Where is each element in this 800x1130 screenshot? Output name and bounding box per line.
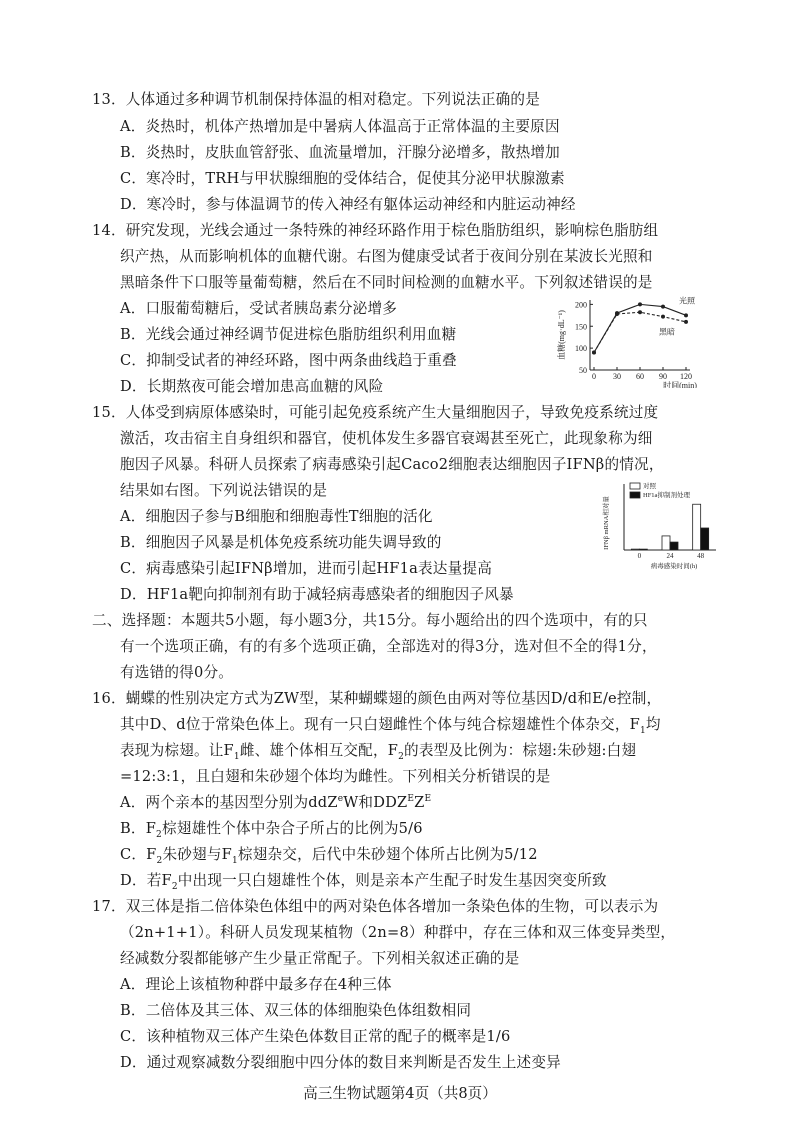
- q16-stem-line2: [120, 715, 661, 735]
- q13-option-b: B．炎热时，皮肤血管舒张、血流量增加，汗腺分泌增多，散热增加: [120, 144, 560, 161]
- x-axis-label: 时间(min): [663, 381, 697, 388]
- q15-stem-line3: 胞因子风暴。科研人员探索了病毒感染引起Caco2细胞表达细胞因子IFNβ的情况，: [120, 456, 664, 473]
- q16-l2-text-a: 其中D、d位于常染色体上。现有一只白翅雌性个体与纯合棕翅雄性个体杂交，F: [120, 716, 640, 733]
- q16-d-text-a: D．若F: [120, 872, 172, 889]
- q16-l3-text-b: 雌、雄个体相互交配，F: [239, 742, 399, 759]
- q16-option-d: [120, 871, 607, 891]
- q15-option-b: B．细胞因子风暴是机体免疫系统功能失调导致的: [120, 534, 442, 551]
- q17-stem-line2: （2n+1+1）。科研人员发现某植物（2n=8）种群中，存在三体和双三体变异类型，: [120, 924, 676, 941]
- q16-option-b: [120, 819, 423, 839]
- x-axis-label: 病毒感染时间(h): [650, 563, 698, 570]
- q17-stem-line3: 经减数分裂都能够产生少量正常配子。下列相关叙述正确的是: [120, 950, 520, 967]
- legend-label-dark: 黑暗: [659, 327, 675, 337]
- data-point: [661, 315, 665, 319]
- q16-c-text-a: C．F: [120, 846, 157, 863]
- q16-l3-sub2: 2: [398, 751, 405, 762]
- q14-stem-line3: 黑暗条件下口服等量葡萄糖，然后在不同时间检测的血糖水平。下列叙述错误的是: [120, 274, 653, 291]
- q16-a-text-a: A．两个亲本的基因型分别为ddZ: [120, 794, 338, 811]
- q17-option-d: D．通过观察减数分裂细胞中四分体的数目来判断是否发生上述变异: [120, 1054, 561, 1071]
- q15-stem-line2: 激活，攻击宿主自身组织和器官，使机体发生多器官衰竭甚至死亡，此现象称为细: [120, 430, 653, 447]
- q16-d-text-b: 中出现一只白翅雄性个体，则是亲本产生配子时发生基因突变所致: [177, 872, 607, 889]
- blood-glucose-chart-svg: [552, 292, 702, 388]
- q16-a-text-c: Z: [414, 794, 425, 811]
- x-tick-label: 90: [659, 372, 667, 381]
- q16-l2-sub: 1: [639, 725, 646, 736]
- data-point: [661, 305, 665, 309]
- q16-a-text-b: W和DDZ: [343, 794, 408, 811]
- q17-stem-line1: 17．双三体是指二倍体染色体组中的两对染色体各增加一条染色体的生物，可以表示为: [92, 898, 659, 915]
- q16-option-a: [120, 793, 431, 813]
- data-point: [638, 302, 642, 306]
- q17-option-a: A．理论上该植物种群中最多存在4种三体: [120, 976, 392, 993]
- y-tick-label: 50: [579, 366, 587, 375]
- legend-swatch: [630, 483, 640, 489]
- page-footer: 高三生物试题第4页（共8页）: [303, 1085, 497, 1102]
- q16-c-text-b: 朱砂翅与F: [162, 846, 232, 863]
- y-axis-label: IFNβ mRNA相对量: [603, 496, 610, 550]
- x-tick-label: 120: [680, 372, 692, 381]
- q16-l2-text-b: 均: [645, 716, 661, 733]
- legend-label-light: 光照: [679, 296, 695, 306]
- q13-option-d: D．寒冷时，参与体温调节的传入神经有躯体运动神经和内脏运动神经: [120, 196, 576, 213]
- y-tick-label: 200: [575, 300, 587, 310]
- data-point: [684, 313, 688, 317]
- q15-option-c: C．病毒感染引起IFNβ增加，进而引起HF1a表达量提高: [120, 560, 492, 577]
- q16-l3-text-a: 表现为棕翅。让F: [120, 742, 234, 759]
- q16-d-sub: 2: [171, 881, 178, 892]
- x-tick-label: 30: [613, 372, 621, 381]
- q14-option-a: A．口服葡萄糖后，受试者胰岛素分泌增多: [120, 300, 398, 317]
- x-tick-label: 0: [637, 552, 642, 560]
- q15-stem-line1: 15．人体受到病原体感染时，可能引起免疫系统产生大量细胞因子，导致免疫系统过度: [92, 404, 659, 421]
- data-point: [615, 312, 619, 316]
- q16-a-sup3: E: [424, 794, 432, 805]
- section2-heading-line1: 二、选择题：本题共5小题，每小题3分，共15分。每小题给出的四个选项中，有的只: [92, 612, 648, 629]
- x-tick-label: 60: [636, 372, 644, 381]
- q14-option-d: D．长期熬夜可能会增加患高血糖的风险: [120, 378, 384, 395]
- q17-option-b: B．二倍体及其三体、双三体的体细胞染色体组数相同: [120, 1002, 472, 1019]
- q15-option-d: D．HF1a靶向抑制剂有助于减轻病毒感染者的细胞因子风暴: [120, 586, 514, 603]
- bar-control: [662, 536, 670, 550]
- y-axis-label: 血糖(mg·dL⁻¹): [557, 310, 566, 360]
- x-tick-label: 24: [666, 552, 674, 560]
- q14-option-b: B．光线会通过神经调节促进棕色脂肪组织利用血糖: [120, 326, 457, 343]
- q16-l3-text-c: 的表型及比例为：棕翅:朱砂翅:白翅: [404, 742, 637, 759]
- q16-b-sub: 2: [156, 829, 162, 840]
- y-tick-label: 100: [575, 344, 587, 354]
- q13-option-c: C．寒冷时，TRH与甲状腺细胞的受体结合，促使其分泌甲状腺激素: [120, 170, 565, 187]
- x-tick-label: 0: [592, 372, 596, 381]
- bar-inhibitor: [639, 549, 647, 550]
- q16-a-sup1: e: [337, 794, 344, 805]
- q15-option-a: A．细胞因子参与B细胞和细胞毒性T细胞的活化: [120, 508, 433, 525]
- q14-stem-line2: 织产热，从而影响机体的血糖代谢。右图为健康受试者于夜间分别在某波长光照和: [120, 248, 653, 265]
- data-point: [638, 310, 642, 314]
- q16-c-sub2: 1: [231, 855, 238, 866]
- data-point: [592, 351, 596, 355]
- q14-option-c: C．抑制受试者的神经环路，图中两条曲线趋于重叠: [120, 352, 457, 369]
- bar-inhibitor: [701, 528, 709, 550]
- q16-stem-line4: =12:3:1，且白翅和朱砂翅个体均为雌性。下列相关分析错误的是: [120, 768, 551, 785]
- q16-a-sup2: E: [407, 794, 415, 805]
- legend-swatch: [630, 492, 640, 498]
- q16-c-text-c: 棕翅杂交，后代中朱砂翅个体所占比例为5/12: [237, 846, 538, 863]
- legend-label: HF1a抑制剂处理: [643, 492, 690, 499]
- q15-stem-line4: 结果如右图。下列说法错误的是: [120, 482, 328, 499]
- q14-stem-line1: 14．研究发现，光线会通过一条特殊的神经环路作用于棕色脂肪组织，影响棕色脂肪组: [92, 222, 659, 239]
- q16-option-c: [120, 845, 538, 865]
- section2-heading-line3: 有选错的得0分。: [120, 664, 234, 681]
- y-tick-label: 150: [575, 322, 587, 332]
- q16-b-text-a: B．F: [120, 820, 157, 837]
- q16-l3-sub1: 1: [233, 751, 240, 762]
- q17-option-c: C．该种植物双三体产生染色体数目正常的配子的概率是1/6: [120, 1028, 511, 1045]
- legend-label: 对照: [643, 483, 656, 490]
- q13-option-a: A．炎热时，机体产热增加是中暑病人体温高于正常体温的主要原因: [120, 118, 560, 135]
- q16-stem-line1: 16．蝴蝶的性别决定方式为ZW型，某种蝴蝶翅的颜色由两对等位基因D/d和E/e控制，: [92, 690, 662, 707]
- q13-stem: 13．人体通过多种调节机制保持体温的相对稳定。下列说法正确的是: [92, 91, 540, 108]
- blood-glucose-chart: [552, 292, 702, 388]
- section2-heading-line2: 有一个选项正确，有的有多个选项正确，全部选对的得3分，选对但不全的得1分，: [120, 638, 657, 655]
- bar-control: [631, 549, 639, 550]
- q16-stem-line3: [120, 741, 636, 761]
- bar-inhibitor: [670, 542, 678, 550]
- ifn-beta-bar-chart: [598, 480, 724, 572]
- q16-c-sub1: 2: [156, 855, 163, 866]
- q16-b-text-b: 棕翅雄性个体中杂合子所占的比例为5/6: [161, 820, 423, 837]
- x-tick-label: 48: [697, 552, 705, 560]
- ifn-beta-bar-chart-svg: [598, 480, 724, 572]
- data-point: [684, 320, 688, 324]
- bar-control: [693, 504, 701, 550]
